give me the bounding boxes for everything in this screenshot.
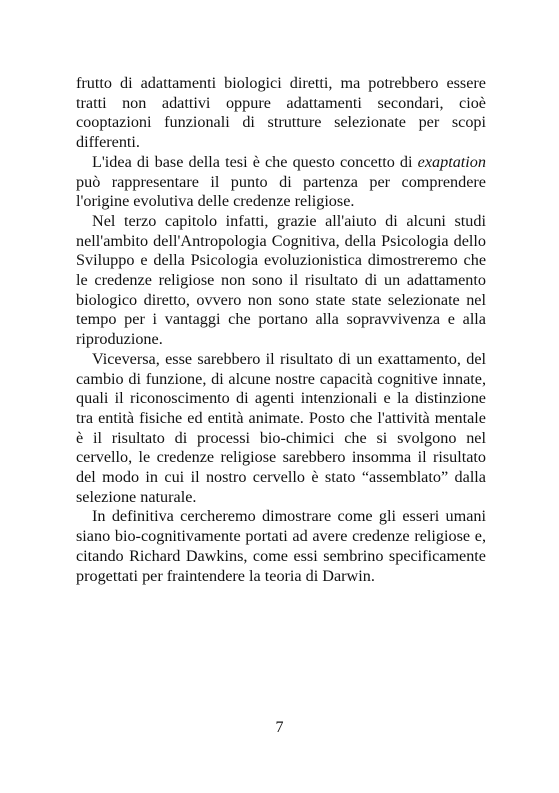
- paragraph-1-text: frutto di adattamenti biologici diretti, ma potrebbero essere tratti non adattivi oppure adattamenti secondari, cioè cooptazioni funzionali di strutture selezionate per scopi differenti.: [76, 74, 486, 152]
- paragraph-2-text-b: può rappresentare il punto di partenza per comprendere l'origine evolutiva delle credenze religiose.: [76, 172, 486, 211]
- paragraph-4-text: Viceversa, esse sarebbero il risultato di un exattamento, del cambio di funzione, di alcune nostre capacità cognitive innate, quali il riconoscimento di agenti intenzionali e la distinzione tra entità fisiche ed entità animate. Posto che l'attività mentale è il risultato di processi bio-chimici che si svolgono nel cervello, le credenze religiose sarebbero insomma il risultato del modo in cui il nostro cervello è stato “assemblato” dalla selezione naturale.: [76, 349, 486, 506]
- paragraph-2-text-a: L'idea di base della tesi è che questo concetto di: [92, 152, 418, 171]
- paragraph-4: [76, 350, 486, 508]
- paragraph-5: [76, 507, 486, 586]
- paragraph-2: [76, 153, 486, 212]
- paragraph-5-text: In definitiva cercheremo dimostrare come gli esseri umani siano bio-cognitivamente portati ad avere credenze religiose e, citando Richard Dawkins, come essi sembrino specificamente progettati per fraintendere la teoria di Darwin.: [76, 507, 486, 585]
- paragraph-1: [76, 74, 486, 153]
- paragraph-3: [76, 212, 486, 350]
- paragraph-3-text: Nel terzo capitolo infatti, grazie all'aiuto di alcuni studi nell'ambito dell'Antropologia Cognitiva, della Psicologia dello Sviluppo e della Psicologia evoluzionistica dimostreremo che le credenze religiose non sono il risultato di un adattamento biologico diretto, ovvero non sono state state selezionate nel tempo per i vantaggi che portano alla sopravvivenza e alla riproduzione.: [76, 211, 486, 349]
- page-number: 7: [275, 719, 284, 736]
- paragraph-2-italic-term: exaptation: [417, 152, 486, 171]
- page-body: [76, 74, 486, 586]
